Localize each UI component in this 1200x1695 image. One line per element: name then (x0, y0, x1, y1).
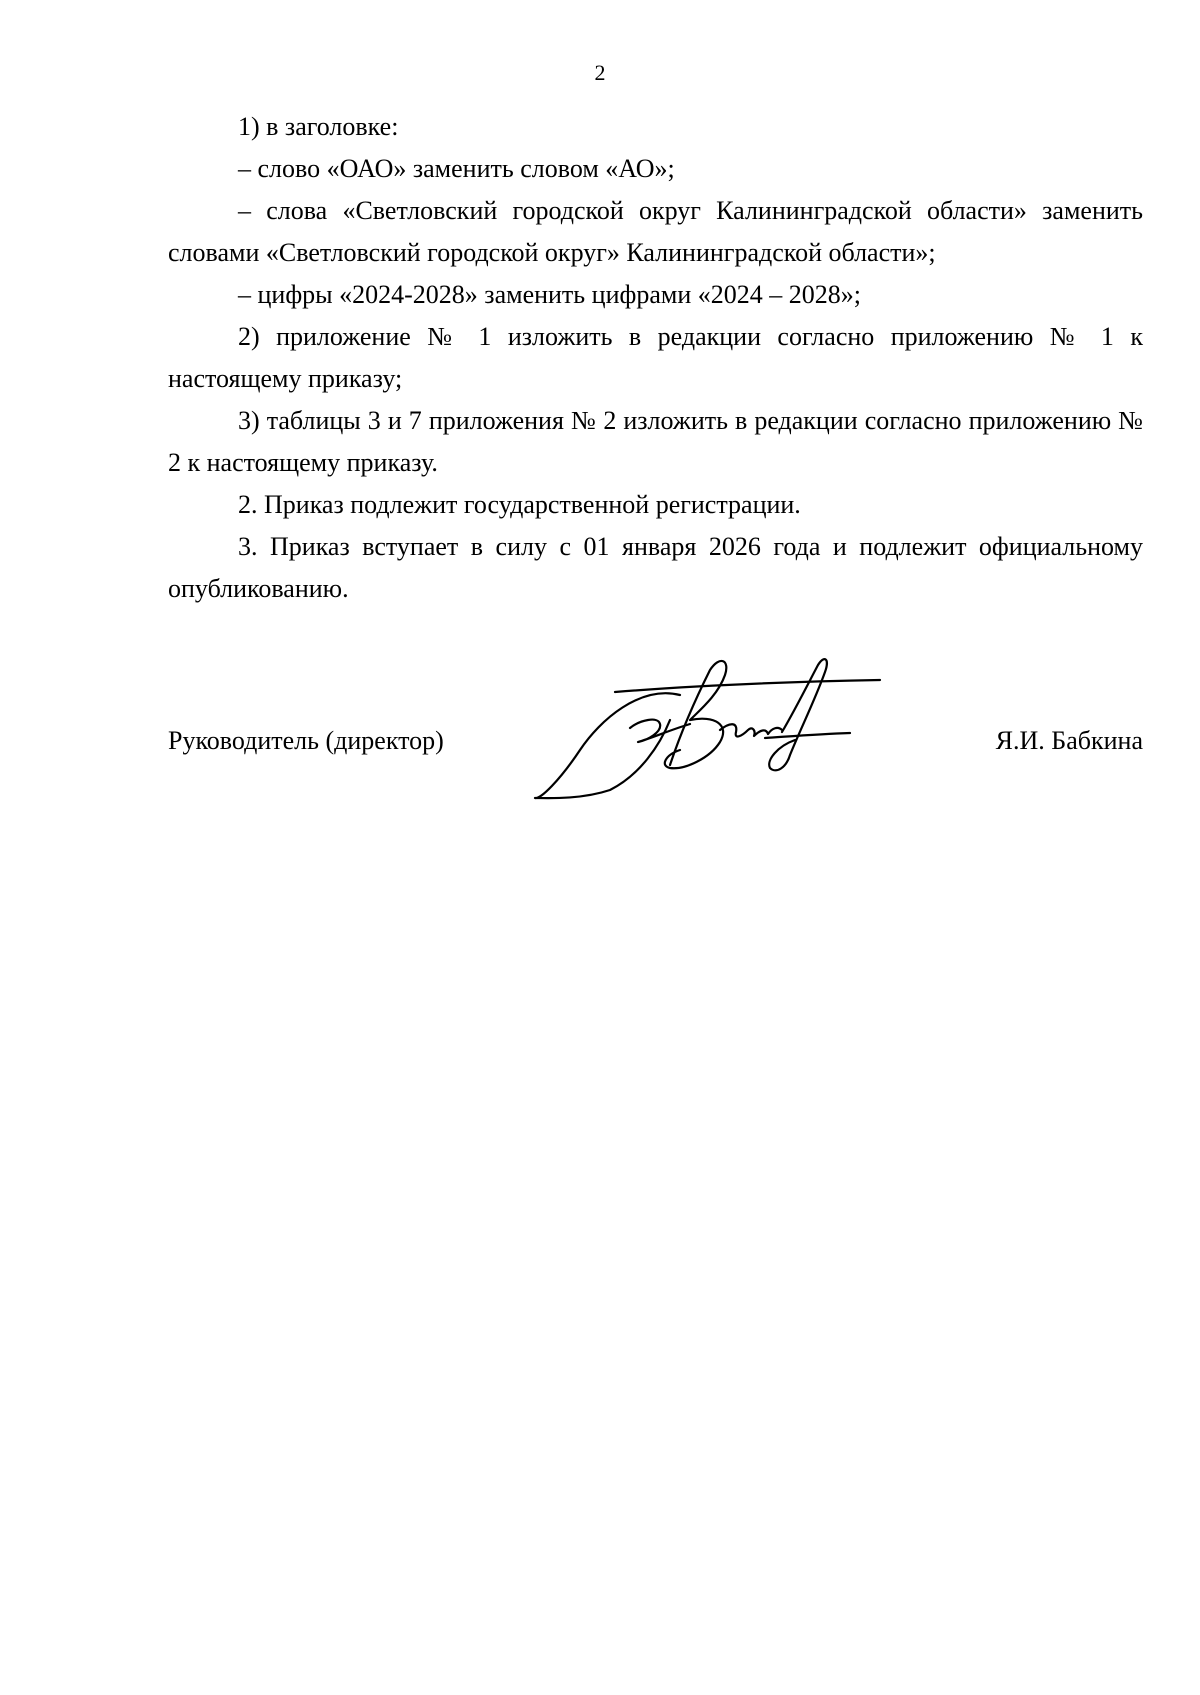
handwritten-signature (520, 650, 890, 810)
paragraph-registration: 2. Приказ подлежит государственной регистрации. (238, 490, 801, 519)
paragraph-word-replacement: – слово «ОАО» заменить словом «АО»; (238, 154, 675, 183)
signatory-title: Руководитель (директор) (168, 726, 444, 755)
paragraph-tables-appendix-2: 3) таблицы 3 и 7 приложения № 2 изложить в редакции согласно приложению № 2 к настоящему приказу. (168, 406, 1143, 477)
paragraph-effective-date: 3. Приказ вступает в силу с 01 января 2026 года и подлежит официальному опубликованию. (168, 532, 1143, 603)
paragraph-heading-changes: 1) в заголовке: (238, 112, 399, 141)
document-body (168, 106, 1143, 610)
paragraph-appendix-1: 2) приложение № 1 изложить в редакции согласно приложению № 1 к настоящему приказу; (168, 322, 1143, 393)
signatory-name: Я.И. Бабкина (995, 726, 1143, 755)
page-number: 2 (594, 60, 606, 85)
paragraph-phrase-replacement: – слова «Светловский городской округ Калининградской области» заменить словами «Светловский городской округ» Калининградской области»; (168, 196, 1143, 267)
paragraph-digits-replacement: – цифры «2024-2028» заменить цифрами «2024 – 2028»; (238, 280, 861, 309)
